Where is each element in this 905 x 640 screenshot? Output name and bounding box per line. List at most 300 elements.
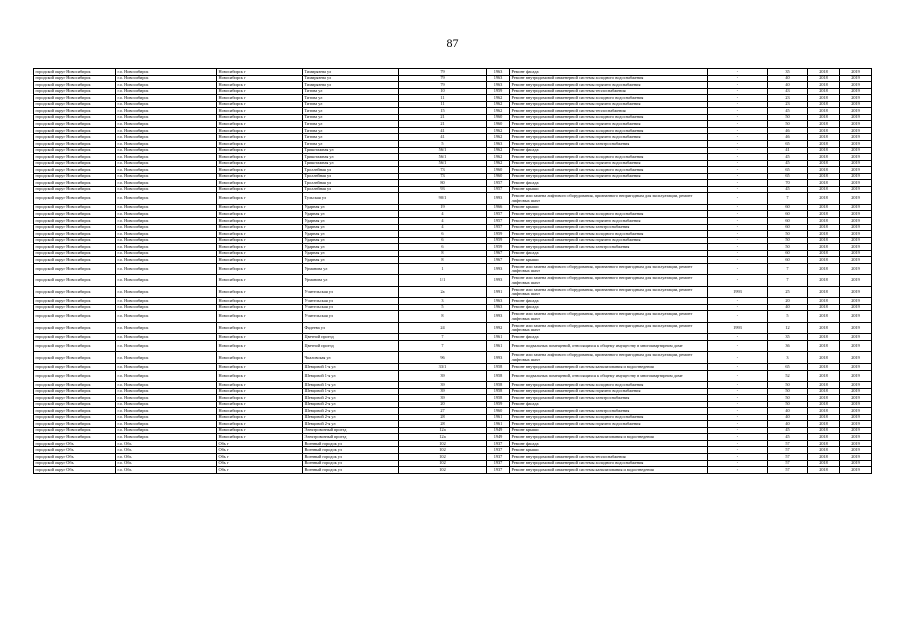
street-cell: Ударная ул (303, 257, 399, 264)
municipal-district-cell: городской округ Новосибирск (34, 127, 116, 134)
wear-percent-cell: 45 (768, 186, 808, 193)
municipal-district-cell: городской округ Новосибирск (34, 217, 116, 224)
street-cell: Трикотажная ул (303, 147, 399, 154)
year-built-cell: 1966 (487, 204, 510, 211)
locality-cell: Обь г (217, 460, 303, 467)
year-built-cell: 1963 (487, 75, 510, 82)
settlement-cell: г.о. Новосибирск (116, 363, 217, 370)
street-cell: Шевцовой 1-я ул (303, 370, 399, 382)
plan-start-cell: 2018 (808, 298, 840, 305)
wear-percent-cell: 65 (768, 173, 808, 180)
wear-percent-cell: 52 (768, 370, 808, 382)
settlement-cell: г.о. Новосибирск (116, 141, 217, 148)
municipal-district-cell: городской округ Новосибирск (34, 141, 116, 148)
year-built-cell: 1959 (487, 231, 510, 238)
plan-start-cell: 2018 (808, 447, 840, 454)
plan-start-cell: 2018 (808, 121, 840, 128)
year-built-cell: 1960 (487, 114, 510, 121)
street-cell: Фадеева ул (303, 322, 399, 334)
work-type-cell: Ремонт внутридомовой инженерной системы электроснабжения (510, 408, 708, 415)
street-cell: Тимирязева ул (303, 75, 399, 82)
municipal-district-cell: городской округ Новосибирск (34, 352, 116, 364)
work-type-cell: Ремонт фасада (510, 298, 708, 305)
plan-start-cell: 2018 (808, 141, 840, 148)
locality-cell: Новосибирск г (217, 322, 303, 334)
plan-start-cell: 2018 (808, 286, 840, 298)
plan-end-cell: 2019 (840, 141, 872, 148)
plan-end-cell: 2019 (840, 388, 872, 395)
year-built-cell: 1967 (487, 257, 510, 264)
street-cell: Титова ул (303, 114, 399, 121)
year-built-cell: 1962 (487, 134, 510, 141)
plan-end-cell: 2019 (840, 211, 872, 218)
wear-percent-cell: 57 (768, 454, 808, 461)
work-type-cell: Ремонт внутридомовой инженерной системы холодного водоснабжения (510, 211, 708, 218)
street-cell: Шевцовой 2-я ул (303, 401, 399, 408)
municipal-district-cell: городской округ Новосибирск (34, 340, 116, 352)
settlement-cell: г.о. Обь (116, 467, 217, 474)
locality-cell: Новосибирск г (217, 434, 303, 441)
plan-end-cell: 2019 (840, 147, 872, 154)
street-cell: Титова ул (303, 121, 399, 128)
repair-year-cell: - (708, 95, 768, 102)
settlement-cell: г.о. Новосибирск (116, 88, 217, 95)
municipal-district-cell: городской округ Новосибирск (34, 408, 116, 415)
work-type-cell: Ремонт внутридомовой инженерной системы холодного водоснабжения (510, 460, 708, 467)
repair-year-cell: - (708, 127, 768, 134)
plan-end-cell: 2019 (840, 95, 872, 102)
wear-percent-cell: 25 (768, 286, 808, 298)
municipal-district-cell: городской округ Новосибирск (34, 263, 116, 275)
settlement-cell: г.о. Новосибирск (116, 237, 217, 244)
locality-cell: Новосибирск г (217, 263, 303, 275)
plan-start-cell: 2018 (808, 154, 840, 161)
year-built-cell: 1958 (487, 370, 510, 382)
plan-end-cell: 2019 (840, 263, 872, 275)
municipal-district-cell: городской округ Новосибирск (34, 304, 116, 311)
municipal-district-cell: городской округ Новосибирск (34, 114, 116, 121)
settlement-cell: г.о. Новосибирск (116, 257, 217, 264)
year-built-cell: 1959 (487, 237, 510, 244)
work-type-cell: Ремонт или замена лифтового оборудования, признанного непригодным для эксплуатации, ремонт лифтовых шахт (510, 193, 708, 205)
plan-start-cell: 2018 (808, 244, 840, 251)
wear-percent-cell: 57 (768, 467, 808, 474)
street-cell: Тульская ул (303, 193, 399, 205)
locality-cell: Новосибирск г (217, 173, 303, 180)
house-number-cell: 73 (399, 167, 487, 174)
repair-year-cell: - (708, 352, 768, 364)
table-row (34, 263, 872, 275)
settlement-cell: г.о. Новосибирск (116, 186, 217, 193)
repair-year-cell: 1993 (708, 286, 768, 298)
repair-year-cell: - (708, 304, 768, 311)
repair-year-cell: - (708, 434, 768, 441)
year-built-cell: 1961 (487, 421, 510, 428)
settlement-cell: г.о. Новосибирск (116, 204, 217, 211)
house-number-cell: 2а (399, 286, 487, 298)
year-built-cell: 1958 (487, 382, 510, 389)
house-number-cell: 96 (399, 352, 487, 364)
table-row (34, 193, 872, 205)
house-number-cell: 56/1 (399, 154, 487, 161)
repair-year-cell: - (708, 121, 768, 128)
plan-end-cell: 2019 (840, 167, 872, 174)
settlement-cell: г.о. Новосибирск (116, 160, 217, 167)
repair-year-cell: - (708, 421, 768, 428)
house-number-cell: 102 (399, 440, 487, 447)
locality-cell: Новосибирск г (217, 134, 303, 141)
wear-percent-cell: 60 (768, 204, 808, 211)
locality-cell: Новосибирск г (217, 114, 303, 121)
municipal-district-cell: городской округ Обь (34, 467, 116, 474)
repair-year-cell: - (708, 217, 768, 224)
house-number-cell: 10 (399, 88, 487, 95)
work-type-cell: Ремонт внутридомовой инженерной системы электроснабжения (510, 224, 708, 231)
work-type-cell: Ремонт внутридомовой инженерной системы холодного водоснабжения (510, 154, 708, 161)
repair-year-cell: - (708, 340, 768, 352)
plan-start-cell: 2018 (808, 88, 840, 95)
year-built-cell: 1962 (487, 147, 510, 154)
wear-percent-cell: 57 (768, 460, 808, 467)
repair-year-cell: - (708, 447, 768, 454)
plan-start-cell: 2018 (808, 204, 840, 211)
wear-percent-cell: 60 (768, 250, 808, 257)
municipal-district-cell: городской округ Новосибирск (34, 434, 116, 441)
municipal-district-cell: городской округ Новосибирск (34, 173, 116, 180)
street-cell: Шевцовой 2-я ул (303, 414, 399, 421)
year-built-cell: 1963 (487, 141, 510, 148)
table-row (34, 352, 872, 364)
municipal-district-cell: городской округ Новосибирск (34, 160, 116, 167)
plan-start-cell: 2018 (808, 395, 840, 402)
year-built-cell: 1958 (487, 388, 510, 395)
plan-start-cell: 2018 (808, 217, 840, 224)
street-cell: Военный городок ул (303, 440, 399, 447)
year-built-cell: 1993 (487, 193, 510, 205)
plan-end-cell: 2019 (840, 286, 872, 298)
street-cell: Титова ул (303, 127, 399, 134)
municipal-district-cell: городской округ Новосибирск (34, 286, 116, 298)
plan-start-cell: 2018 (808, 114, 840, 121)
table-row (34, 322, 872, 334)
plan-start-cell: 2018 (808, 101, 840, 108)
street-cell: Шевцовой 1-я ул (303, 363, 399, 370)
locality-cell: Новосибирск г (217, 160, 303, 167)
plan-end-cell: 2019 (840, 173, 872, 180)
settlement-cell: г.о. Новосибирск (116, 352, 217, 364)
house-number-cell: 21 (399, 114, 487, 121)
wear-percent-cell: 60 (768, 224, 808, 231)
locality-cell: Новосибирск г (217, 108, 303, 115)
wear-percent-cell: 45 (768, 108, 808, 115)
work-type-cell: Ремонт внутридомовой инженерной системы электроснабжения (510, 141, 708, 148)
repair-year-cell: 1993 (708, 322, 768, 334)
settlement-cell: г.о. Обь (116, 447, 217, 454)
municipal-district-cell: городской округ Новосибирск (34, 311, 116, 323)
settlement-cell: г.о. Новосибирск (116, 370, 217, 382)
house-number-cell: 41 (399, 127, 487, 134)
wear-percent-cell: 7 (768, 275, 808, 287)
street-cell: Урманова ул (303, 275, 399, 287)
settlement-cell: г.о. Новосибирск (116, 69, 217, 76)
plan-end-cell: 2019 (840, 427, 872, 434)
year-built-cell: 1993 (487, 311, 510, 323)
street-cell: Шевцовой 1-я ул (303, 382, 399, 389)
street-cell: Титова ул (303, 108, 399, 115)
settlement-cell: г.о. Обь (116, 454, 217, 461)
wear-percent-cell: 7 (768, 193, 808, 205)
plan-end-cell: 2019 (840, 154, 872, 161)
plan-start-cell: 2018 (808, 370, 840, 382)
work-type-cell: Ремонт внутридомовой инженерной системы холодного водоснабжения (510, 114, 708, 121)
wear-percent-cell: 45 (768, 434, 808, 441)
plan-end-cell: 2019 (840, 231, 872, 238)
work-type-cell: Ремонт крыши (510, 427, 708, 434)
plan-start-cell: 2018 (808, 401, 840, 408)
wear-percent-cell: 50 (768, 121, 808, 128)
house-number-cell: 41 (399, 134, 487, 141)
work-type-cell: Ремонт подвальных помещений, относящихся к общему имуществу в многоквартирном доме (510, 340, 708, 352)
plan-start-cell: 2018 (808, 467, 840, 474)
year-built-cell: 1961 (487, 414, 510, 421)
repair-year-cell: - (708, 193, 768, 205)
street-cell: Учительская ул (303, 311, 399, 323)
municipal-district-cell: городской округ Обь (34, 460, 116, 467)
settlement-cell: г.о. Новосибирск (116, 108, 217, 115)
plan-start-cell: 2018 (808, 440, 840, 447)
settlement-cell: г.о. Новосибирск (116, 434, 217, 441)
wear-percent-cell: 36 (768, 340, 808, 352)
street-cell: Военный городок ул (303, 454, 399, 461)
settlement-cell: г.о. Новосибирск (116, 414, 217, 421)
municipal-district-cell: городской округ Новосибирск (34, 244, 116, 251)
house-number-cell: 4 (399, 211, 487, 218)
repair-year-cell: - (708, 298, 768, 305)
settlement-cell: г.о. Новосибирск (116, 395, 217, 402)
repair-year-cell: - (708, 311, 768, 323)
municipal-district-cell: городской округ Обь (34, 440, 116, 447)
settlement-cell: г.о. Новосибирск (116, 231, 217, 238)
locality-cell: Новосибирск г (217, 250, 303, 257)
municipal-district-cell: городской округ Новосибирск (34, 395, 116, 402)
repair-year-cell: - (708, 167, 768, 174)
work-type-cell: Ремонт внутридомовой инженерной системы горячего водоснабжения (510, 173, 708, 180)
street-cell: Военный городок ул (303, 460, 399, 467)
wear-percent-cell: 3 (768, 352, 808, 364)
municipal-district-cell: городской округ Новосибирск (34, 250, 116, 257)
work-type-cell: Ремонт фасада (510, 334, 708, 341)
wear-percent-cell: 45 (768, 154, 808, 161)
plan-start-cell: 2018 (808, 388, 840, 395)
work-type-cell: Ремонт или замена лифтового оборудования, признанного непригодным для эксплуатации, ремонт лифтовых шахт (510, 352, 708, 364)
work-type-cell: Ремонт внутридомовой инженерной системы холодного водоснабжения (510, 231, 708, 238)
house-number-cell: 8 (399, 311, 487, 323)
street-cell: Троллейная ул (303, 173, 399, 180)
wear-percent-cell: 20 (768, 298, 808, 305)
settlement-cell: г.о. Новосибирск (116, 82, 217, 89)
locality-cell: Новосибирск г (217, 286, 303, 298)
plan-start-cell: 2018 (808, 75, 840, 82)
plan-start-cell: 2018 (808, 408, 840, 415)
repair-year-cell: - (708, 88, 768, 95)
house-number-cell: 20 (399, 401, 487, 408)
street-cell: Тимирязева ул (303, 69, 399, 76)
year-built-cell: 1957 (487, 186, 510, 193)
wear-percent-cell: 65 (768, 141, 808, 148)
settlement-cell: г.о. Новосибирск (116, 211, 217, 218)
wear-percent-cell: 50 (768, 382, 808, 389)
work-type-cell: Ремонт внутридомовой инженерной системы горячего водоснабжения (510, 160, 708, 167)
municipal-district-cell: городской округ Новосибирск (34, 237, 116, 244)
municipal-district-cell: городской округ Новосибирск (34, 101, 116, 108)
plan-start-cell: 2018 (808, 454, 840, 461)
plan-start-cell: 2018 (808, 334, 840, 341)
locality-cell: Новосибирск г (217, 211, 303, 218)
plan-start-cell: 2018 (808, 173, 840, 180)
locality-cell: Новосибирск г (217, 334, 303, 341)
municipal-district-cell: городской округ Новосибирск (34, 427, 116, 434)
locality-cell: Новосибирск г (217, 275, 303, 287)
house-number-cell: 4 (399, 224, 487, 231)
street-cell: Учительская ул (303, 304, 399, 311)
repair-year-cell: - (708, 237, 768, 244)
street-cell: Титова ул (303, 95, 399, 102)
work-type-cell: Ремонт фасада (510, 69, 708, 76)
municipal-district-cell: городской округ Обь (34, 447, 116, 454)
wear-percent-cell: 40 (768, 304, 808, 311)
settlement-cell: г.о. Новосибирск (116, 421, 217, 428)
wear-percent-cell: 50 (768, 388, 808, 395)
house-number-cell: 79 (399, 82, 487, 89)
house-number-cell: 102 (399, 447, 487, 454)
year-built-cell: 1963 (487, 82, 510, 89)
house-number-cell: 39 (399, 395, 487, 402)
settlement-cell: г.о. Новосибирск (116, 275, 217, 287)
municipal-district-cell: городской округ Новосибирск (34, 401, 116, 408)
street-cell: Ударная ул (303, 244, 399, 251)
locality-cell: Новосибирск г (217, 311, 303, 323)
municipal-district-cell: городской округ Новосибирск (34, 382, 116, 389)
capital-repair-table (33, 68, 872, 474)
repair-year-cell: - (708, 114, 768, 121)
plan-start-cell: 2018 (808, 167, 840, 174)
settlement-cell: г.о. Новосибирск (116, 322, 217, 334)
work-type-cell: Ремонт фасада (510, 304, 708, 311)
house-number-cell: 4 (399, 217, 487, 224)
street-cell: Трикотажная ул (303, 160, 399, 167)
plan-start-cell: 2018 (808, 322, 840, 334)
plan-start-cell: 2018 (808, 304, 840, 311)
plan-start-cell: 2018 (808, 263, 840, 275)
street-cell: Шевцовой 1-я ул (303, 388, 399, 395)
municipal-district-cell: городской округ Новосибирск (34, 180, 116, 187)
municipal-district-cell: городской округ Новосибирск (34, 322, 116, 334)
repair-year-cell: - (708, 204, 768, 211)
repair-year-cell: - (708, 173, 768, 180)
municipal-district-cell: городской округ Новосибирск (34, 388, 116, 395)
settlement-cell: г.о. Новосибирск (116, 250, 217, 257)
street-cell: Военный городок ул (303, 467, 399, 474)
year-built-cell: 1937 (487, 440, 510, 447)
year-built-cell: 1963 (487, 298, 510, 305)
plan-start-cell: 2018 (808, 257, 840, 264)
settlement-cell: г.о. Новосибирск (116, 193, 217, 205)
work-type-cell: Ремонт внутридомовой инженерной системы теплоснабжения (510, 88, 708, 95)
settlement-cell: г.о. Новосибирск (116, 180, 217, 187)
settlement-cell: г.о. Новосибирск (116, 286, 217, 298)
locality-cell: Новосибирск г (217, 186, 303, 193)
repair-year-cell: - (708, 134, 768, 141)
table-row (34, 275, 872, 287)
house-number-cell: 79 (399, 75, 487, 82)
repair-year-cell: - (708, 160, 768, 167)
house-number-cell: 39 (399, 382, 487, 389)
house-number-cell: 12а (399, 427, 487, 434)
municipal-district-cell: городской округ Обь (34, 454, 116, 461)
locality-cell: Новосибирск г (217, 244, 303, 251)
plan-end-cell: 2019 (840, 304, 872, 311)
locality-cell: Обь г (217, 440, 303, 447)
municipal-district-cell: городской округ Новосибирск (34, 334, 116, 341)
year-built-cell: 1958 (487, 363, 510, 370)
year-built-cell: 1959 (487, 244, 510, 251)
year-built-cell: 1961 (487, 340, 510, 352)
plan-end-cell: 2019 (840, 88, 872, 95)
street-cell: Троллейная ул (303, 186, 399, 193)
locality-cell: Новосибирск г (217, 427, 303, 434)
wear-percent-cell: 5 (768, 311, 808, 323)
street-cell: Тимирязева ул (303, 82, 399, 89)
repair-year-cell: - (708, 414, 768, 421)
plan-end-cell: 2019 (840, 454, 872, 461)
plan-start-cell: 2018 (808, 147, 840, 154)
wear-percent-cell: 70 (768, 180, 808, 187)
settlement-cell: г.о. Новосибирск (116, 244, 217, 251)
work-type-cell: Ремонт крыши (510, 186, 708, 193)
year-built-cell: 1937 (487, 447, 510, 454)
plan-start-cell: 2018 (808, 186, 840, 193)
house-number-cell: 56/1 (399, 147, 487, 154)
year-built-cell: 1960 (487, 121, 510, 128)
settlement-cell: г.о. Новосибирск (116, 101, 217, 108)
work-type-cell: Ремонт или замена лифтового оборудования, признанного непригодным для эксплуатации, ремонт лифтовых шахт (510, 311, 708, 323)
plan-end-cell: 2019 (840, 460, 872, 467)
plan-start-cell: 2018 (808, 180, 840, 187)
year-built-cell: 1937 (487, 467, 510, 474)
work-type-cell: Ремонт внутридомовой инженерной системы холодного водоснабжения (510, 127, 708, 134)
wear-percent-cell: 40 (768, 75, 808, 82)
year-built-cell: 1993 (487, 352, 510, 364)
plan-end-cell: 2019 (840, 340, 872, 352)
repair-year-cell: - (708, 454, 768, 461)
plan-end-cell: 2019 (840, 298, 872, 305)
settlement-cell: г.о. Новосибирск (116, 217, 217, 224)
house-number-cell: 5 (399, 304, 487, 311)
locality-cell: Новосибирск г (217, 121, 303, 128)
work-type-cell: Ремонт внутридомовой инженерной системы горячего водоснабжения (510, 421, 708, 428)
municipal-district-cell: городской округ Новосибирск (34, 414, 116, 421)
plan-end-cell: 2019 (840, 370, 872, 382)
plan-start-cell: 2018 (808, 82, 840, 89)
street-cell: Титова ул (303, 141, 399, 148)
work-type-cell: Ремонт внутридомовой инженерной системы горячего водоснабжения (510, 388, 708, 395)
house-number-cell: 6 (399, 231, 487, 238)
plan-end-cell: 2019 (840, 257, 872, 264)
wear-percent-cell: 35 (768, 69, 808, 76)
plan-end-cell: 2019 (840, 401, 872, 408)
plan-end-cell: 2019 (840, 108, 872, 115)
municipal-district-cell: городской округ Новосибирск (34, 134, 116, 141)
